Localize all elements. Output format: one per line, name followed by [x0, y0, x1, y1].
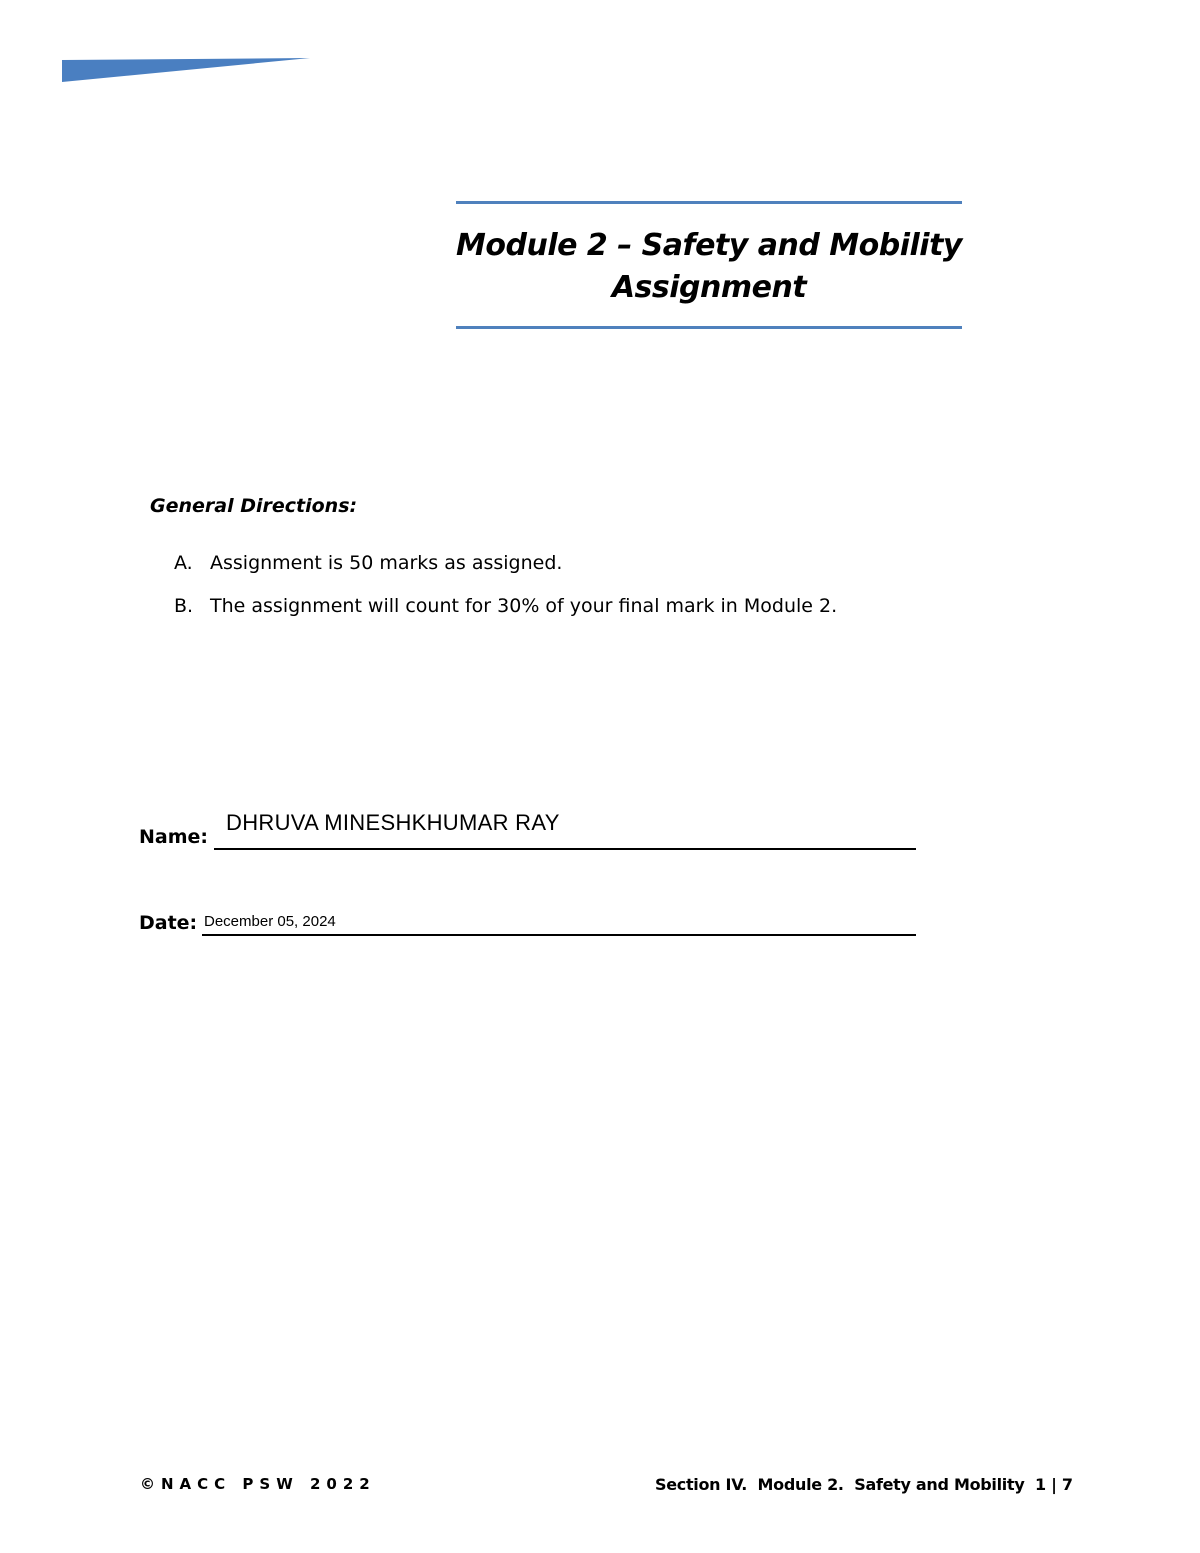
date-label: Date:: [139, 912, 198, 934]
direction-text: The assignment will count for 30% of your final mark in Module 2.: [210, 595, 838, 617]
direction-marker: B.: [174, 595, 194, 617]
title-block: [456, 201, 962, 329]
date-field[interactable]: December 05, 2024: [204, 913, 336, 930]
direction-text: Assignment is 50 marks as assigned.: [210, 552, 563, 574]
directions-heading: General Directions:: [150, 495, 358, 517]
direction-item-b: [174, 595, 837, 617]
page-title: [456, 225, 962, 309]
name-field[interactable]: DHRUVA MINESHKHUMAR RAY: [226, 810, 560, 835]
name-label: Name:: [139, 826, 209, 848]
footer-copyright: ©NACC PSW 2022: [140, 1475, 376, 1493]
direction-item-a: [174, 552, 562, 574]
name-underline: [214, 848, 916, 850]
title-top-rule: [456, 201, 962, 204]
footer-section-page: Section IV. Module 2. Safety and Mobility 1 | 7: [655, 1475, 1073, 1494]
page-title-line2: Assignment: [611, 270, 807, 305]
date-underline: [202, 934, 916, 936]
direction-marker: A.: [174, 552, 193, 574]
title-bottom-rule: [456, 326, 962, 329]
page-title-line1: Module 2 – Safety and Mobility: [456, 228, 962, 263]
blue-wedge-logo-icon: [62, 58, 312, 84]
